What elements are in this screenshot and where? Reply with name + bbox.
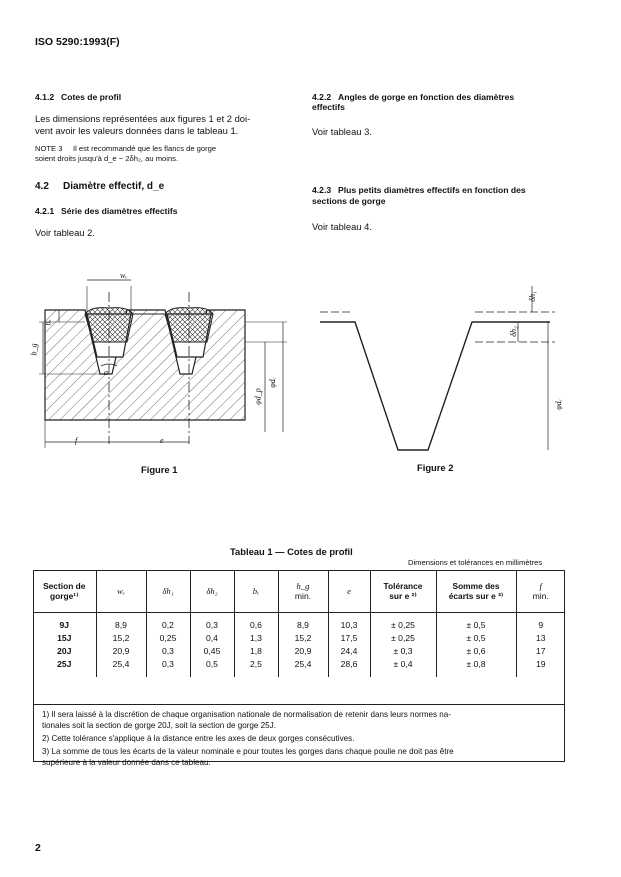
label-dh2: δh₂ (508, 326, 518, 337)
table-cell: 0,3 (146, 645, 190, 658)
section-title: Plus petits diamètres effectifs en fonction des (338, 185, 526, 195)
label-dp: φd_p (253, 388, 263, 405)
label-de-fig2: φdₑ (553, 399, 563, 410)
body-line: vent avoir les valeurs données dans le tableau 1. (35, 125, 239, 136)
table-cell: 2,5 (234, 658, 278, 677)
section-4-2-2-body: Voir tableau 3. (312, 126, 372, 137)
section-title: sections de gorge (312, 196, 386, 206)
table-cell: 0,45 (190, 645, 234, 658)
label-we: wₑ (120, 271, 128, 280)
note-line: soient droits jusqu'à d_e − 2δh₂, au moins. (35, 154, 179, 163)
section-4-2-3-body: Voir tableau 4. (312, 221, 372, 232)
table-header-cell: h_g min. (278, 570, 328, 613)
note-3 (35, 144, 216, 164)
section-title: Angles de gorge en fonction des diamètres (338, 92, 515, 102)
table-cell: 0,25 (146, 632, 190, 645)
section-4-2-2-heading (312, 92, 514, 112)
table-header-cell: e (328, 570, 370, 613)
table-cell: 19 (516, 658, 565, 677)
groove-profile (320, 322, 550, 450)
table-row (33, 658, 565, 677)
table-cell: ± 0,8 (436, 658, 516, 677)
table-cell: 20,9 (96, 645, 146, 658)
section-4-2-3-heading (312, 185, 526, 207)
table-row (33, 632, 565, 645)
table-cell: 8,9 (96, 613, 146, 633)
section-title: effectifs (312, 102, 345, 112)
section-number: 4.2.3 (312, 185, 332, 195)
section-number: 4.1.2 (35, 92, 55, 102)
table-cell: 9J (59, 620, 70, 630)
table-cell: 0,3 (146, 658, 190, 677)
table-cell: 25,4 (96, 658, 146, 677)
table-cell: 13 (516, 632, 565, 645)
table-cell: 25,4 (278, 658, 328, 677)
page-number: 2 (35, 842, 41, 854)
table-cell: 0,2 (146, 613, 190, 633)
table-cell: 1,3 (234, 632, 278, 645)
table-row (33, 613, 565, 633)
table-units: Dimensions et tolérances en millimètres (408, 558, 543, 567)
table-header-cell: Section de gorge¹⁾ (33, 570, 96, 613)
section-title: Série des diamètres effectifs (61, 206, 178, 216)
table-1-title: Tableau 1 — Cotes de profil (230, 546, 353, 557)
section-4-1-2-heading (35, 92, 121, 102)
table-cell: ± 0,6 (436, 645, 516, 658)
label-e: e (160, 436, 164, 445)
table-cell: 15,2 (278, 632, 328, 645)
table-cell: ± 0,5 (436, 632, 516, 645)
table-cell: ± 0,25 (370, 632, 436, 645)
table-header-cell: δh₂ (190, 570, 234, 613)
table-cell: 1,8 (234, 645, 278, 658)
pulley-section (45, 310, 245, 420)
table-cell: 0,4 (190, 632, 234, 645)
document-id: ISO 5290:1993(F) (35, 36, 120, 48)
footnote-1: 1) Il sera laissé à la discrétion de chaque organisation nationale de normalisation de retenir dans leurs normes na- tionales soit la section de gorge 20J, soit la section de gorge 25J. (42, 710, 451, 730)
footnote-3: 3) La somme de tous les écarts de la valeur nominale e pour toutes les gorges dans chaque poulie ne doit pas être supérieure à la valeur donnée dans ce tableau. (42, 747, 454, 767)
label-be: bₑ (43, 319, 53, 326)
table-header-cell: f min. (516, 570, 565, 613)
body-line: Les dimensions représentées aux figures 1 et 2 doi- (35, 113, 251, 124)
table-footnotes (33, 703, 565, 767)
figure-2-caption: Figure 2 (417, 462, 454, 473)
table-cell: 0,6 (234, 613, 278, 633)
table-header-cell: wₑ (96, 570, 146, 613)
note-label: NOTE 3 (35, 144, 63, 153)
section-4-2-1-heading (35, 206, 178, 216)
table-cell: ± 0,4 (370, 658, 436, 677)
label-bg: b_g (29, 343, 39, 356)
figure-2-drawing (310, 280, 580, 460)
section-4-2-heading (35, 181, 164, 192)
table-cell: 0,3 (190, 613, 234, 633)
section-title: Diamètre effectif, d_e (63, 181, 165, 192)
table-cell: 20J (57, 646, 72, 656)
table-header-cell: Somme des écarts sur e ³⁾ (436, 570, 516, 613)
table-cell: 15,2 (96, 632, 146, 645)
table-header-row (33, 570, 565, 613)
section-number: 4.2.1 (35, 206, 55, 216)
table-cell: 25J (57, 659, 72, 669)
footnote-2: 2) Cette tolérance s'applique à la distance entre les axes de deux gorges consécutives. (42, 734, 355, 743)
table-cell: ± 0,5 (436, 613, 516, 633)
table-cell: 17,5 (328, 632, 370, 645)
table-cell: 24,4 (328, 645, 370, 658)
section-4-1-2-body (35, 113, 250, 137)
table-cell: ± 0,3 (370, 645, 436, 658)
table-cell: 9 (516, 613, 565, 633)
label-f: f (75, 436, 78, 445)
table-cell: 28,6 (328, 658, 370, 677)
figure-1-drawing (25, 262, 305, 462)
table-1 (33, 570, 565, 677)
table-cell: 0,5 (190, 658, 234, 677)
table-cell: 20,9 (278, 645, 328, 658)
table-cell: 10,3 (328, 613, 370, 633)
section-number: 4.2.2 (312, 92, 332, 102)
table-cell: 8,9 (278, 613, 328, 633)
label-de: φdₑ (267, 377, 277, 388)
label-alpha: α (104, 368, 109, 377)
section-title: Cotes de profil (61, 92, 122, 102)
table-header-cell: Tolérance sur e ²⁾ (370, 570, 436, 613)
note-line: Il est recommandé que les flancs de gorge (73, 144, 217, 153)
table-cell: ± 0,25 (370, 613, 436, 633)
table-cell: 17 (516, 645, 565, 658)
figure-1-caption: Figure 1 (141, 464, 178, 475)
label-dh1: δh₁ (527, 291, 537, 302)
section-number: 4.2 (35, 181, 49, 192)
table-row (33, 645, 565, 658)
table-header-cell: bₑ (234, 570, 278, 613)
table-cell: 15J (57, 633, 72, 643)
section-4-2-1-body: Voir tableau 2. (35, 227, 95, 238)
table-header-cell: δh₁ (146, 570, 190, 613)
